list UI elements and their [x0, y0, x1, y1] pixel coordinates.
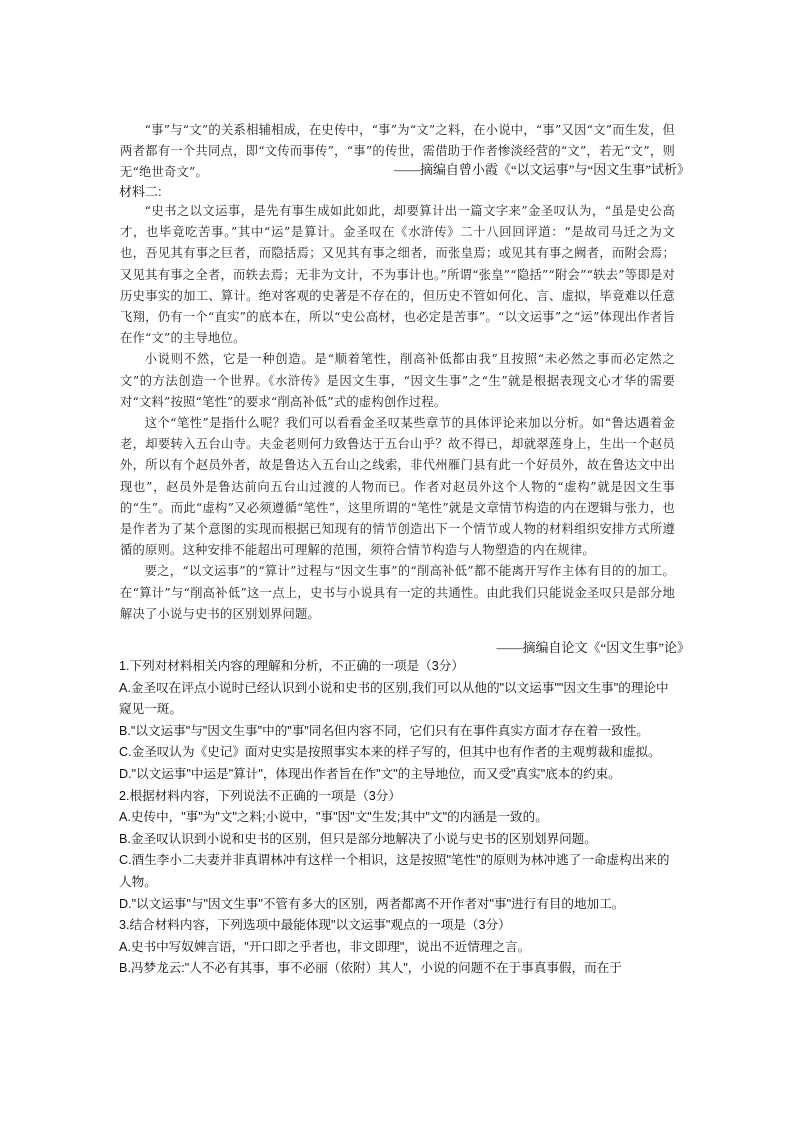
question-2-option-c: C.酒生李小二夫妻并非真谓林冲有这样一个相识，这是按照"笔性"的原则为林冲逃了一命虚构出来的人物。: [119, 853, 670, 889]
material2-source: ——摘编自论文《“因文生事”论》: [496, 640, 690, 655]
material2-paragraph: 小说则不然，它是一种创造。是“顺着笔性，削高补低都由我”且按照“未必然之事而必定然之文”的方法创造一个世界。《水浒传》是因文生事，“因文生事”之“生”就是根据表现文心才华的需要对“文料”按照“笔性”的要求“削高补低”式的虚构创作过程。: [120, 352, 675, 409]
material1-paragraph: “事”与“文”的关系相辅相成，在史传中，“事”为“文”之料，在小说中，“事”又因“文”而生发，但两者都有一个共同点，即“文传而事传”，“事”的传世，需借助于作者惨淡经营的“文”，若无“文”，则无“绝世奇文”。: [120, 123, 675, 180]
material2-paragraph: 这个“笔性”是指什么呢？我们可以看看金圣叹某些章节的具体评论来加以分析。如“鲁达遇着金老，却要转入五台山寺。夫金老则何力致鲁达于五台山乎？故不得已，却就翠莲身上，生出一个赵员外，所以有个赵员外者，故是鲁达入五台山之线索，非代州雁门县有此一个好员外，故在鲁达文中出现也”，赵员外是鲁达前向五台山过渡的人物而已。作者对赵员外这个人物的“虚构”就是因文生事的“生”。而此“虚构”又必须遵循“笔性”，这里所谓的“笔性”就是文章情节构造的内在逻辑与张力，也是作者为了某个意图的实现而根据已知现有的情节创造出下一个情节或人物的材料组织安排方式所遵循的原则。这种安排不能超出可理解的范围，须符合情节构造与人物塑造的内在规律。: [120, 416, 675, 558]
question-1-stem: 1.下列对材料相关内容的理解和分析，不正确的一项是（3分）: [119, 659, 464, 673]
question-2-option-a: A.史传中，"事"为"文"之料;小说中，"事"因"文"生发;其中"文"的内涵是一致的。: [119, 810, 548, 825]
question-1-option-c: C.金圣叹认为《史记》面对史实是按照事实本来的样子写的，但其中也有作者的主观剪裁和虚拟。: [119, 745, 661, 760]
question-1-option-a: A.金圣叹在评点小说时已经认识到小说和史书的区别,我们可以从他的"以文运事""因文生事"的理论中窥见一斑。: [119, 680, 669, 717]
question-2-stem: 2.根据材料内容，下列说法不正确的一项是（3分）: [119, 788, 401, 803]
questions-section: [119, 656, 677, 980]
material1-source: ——摘编自曾小霞《“以文运事”与“因文生事”试析》: [393, 162, 690, 177]
question-3-option-a: A.史书中写奴婢言语，"开口即之乎者也，非文即理"，说出不近情理之言。: [119, 939, 531, 954]
material2-heading: 材料二:: [119, 184, 162, 199]
question-2-option-d: D."以文运事"与"因文生事"不管有多大的区别，两者都离不开作者对"事"进行有目的地加工。: [119, 896, 625, 911]
question-1-option-d: D."以文运事"中运是"算计"，体现出作者旨在作"文"的主导地位，而又受"真实"底本的约束。: [119, 766, 621, 781]
material2-body: [120, 201, 675, 625]
question-3-option-b: B.冯梦龙云:"人不必有其事，事不必丽（依附）其人"，小说的问题不在于事真事假，而在于: [119, 961, 622, 976]
material2-paragraph: “史书之以文运事，是先有事生成如此如此，却要算计出一篇文字来”金圣叹认为，“虽是史公高才，也毕竟吃苦事。”其中“运”是算计。金圣叹在《水浒传》二十八回回评道：“是故司马迁之为文也，吾见其有事之巨者，而隐括焉；又见其有事之细者，而张皇焉；或见其有事之阙者，而附会焉；又见其有事之全者，而轶去焉；无非为文计，不为事计也。”所谓“张皇”“隐括”“附会”“轶去”等即是对历史事实的加工、算计。绝对客观的史著是不存在的，但历史不管如何化、言、虚拟，毕竟难以任意飞翔，仍有一个“直实”的底本在，所以“史公高材，也必定是苦事”。“以文运事”之“运”体现出作者旨在作“文”的主导地位。: [120, 204, 675, 346]
question-3-stem: 3.结合材料内容，下列选项中最能体现"以文运事"观点的一项是（3分）: [119, 918, 511, 933]
question-1-option-b: B."以文运事"与"因文生事"中的"事"同名但内容不同，它们只有在事件真实方面才存在着一致性。: [119, 723, 649, 738]
question-2-option-b: B.金圣叹认识到小说和史书的区别，但只是部分地解决了小说与史书的区别划界问题。: [119, 831, 597, 846]
material2-paragraph: 要之，“以文运事”的“算计”过程与“因文生事”的“削高补低”都不能离开写作主体有目的的加工。在“算计”与“削高补低”这一点上，史书与小说具有一定的共通性。由此我们只能说金圣叹只是部分地解决了小说与史书的区别划界问题。: [120, 564, 675, 621]
